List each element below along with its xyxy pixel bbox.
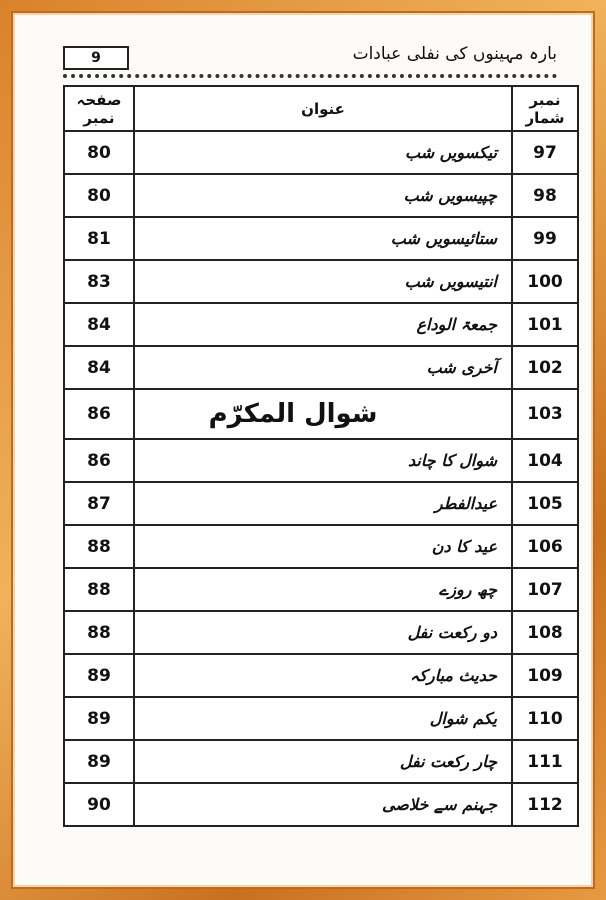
row-page-number: 83 [64,260,134,303]
row-title: عید کا دن [134,525,512,568]
row-title: حدیث مبارکہ [134,654,512,697]
row-page-number: 89 [64,740,134,783]
row-title: تیکسویں شب [134,131,512,174]
row-title: شوال کا چاند [134,439,512,482]
table-row [64,568,578,611]
row-page-number: 84 [64,346,134,389]
dotted-divider [63,74,557,78]
row-title: یکم شوال [134,697,512,740]
section-heading-row [64,389,578,439]
row-title: چپیسویں شب [134,174,512,217]
table-row [64,482,578,525]
contents-rows [64,131,578,826]
row-title: جمعۃ الوداع [134,303,512,346]
row-title: جہنم سے خلاصی [134,783,512,826]
row-title: عیدالفطر [134,482,512,525]
row-serial-number: 100 [512,260,578,303]
row-title: چار رکعت نفل [134,740,512,783]
row-serial-number: 103 [512,389,578,439]
section-title: شوال المکرّم [134,389,512,439]
table-header-row [64,86,578,131]
row-page-number: 87 [64,482,134,525]
table-row [64,697,578,740]
table-row [64,260,578,303]
row-page-number: 81 [64,217,134,260]
table-row [64,174,578,217]
row-page-number: 80 [64,131,134,174]
contents-table [63,85,579,827]
row-serial-number: 102 [512,346,578,389]
row-page-number: 80 [64,174,134,217]
row-serial-number: 97 [512,131,578,174]
row-title: ستائیسویں شب [134,217,512,260]
table-row [64,439,578,482]
row-serial-number: 111 [512,740,578,783]
row-serial-number: 101 [512,303,578,346]
row-serial-number: 109 [512,654,578,697]
frame-border [11,11,595,889]
header-serial-number: نمبر شمار [512,86,578,131]
row-page-number: 90 [64,783,134,826]
header-title: عنوان [134,86,512,131]
row-page-number: 86 [64,389,134,439]
table-row [64,303,578,346]
row-page-number: 84 [64,303,134,346]
table-row [64,654,578,697]
row-title: چھ روزے [134,568,512,611]
row-serial-number: 99 [512,217,578,260]
row-serial-number: 112 [512,783,578,826]
row-serial-number: 105 [512,482,578,525]
table-row [64,525,578,568]
page-header [63,43,557,73]
row-serial-number: 104 [512,439,578,482]
row-serial-number: 106 [512,525,578,568]
table-row [64,346,578,389]
row-page-number: 88 [64,611,134,654]
row-page-number: 88 [64,568,134,611]
row-page-number: 86 [64,439,134,482]
row-title: انتیسویں شب [134,260,512,303]
book-page [13,13,593,887]
row-serial-number: 110 [512,697,578,740]
table-row [64,783,578,826]
row-title: آخری شب [134,346,512,389]
row-page-number: 89 [64,697,134,740]
row-title: دو رکعت نفل [134,611,512,654]
row-serial-number: 108 [512,611,578,654]
book-title: بارہ مہینوں کی نفلی عبادات [352,44,557,64]
table-row [64,217,578,260]
header-page-number: صفحہ نمبر [64,86,134,131]
table-row [64,131,578,174]
row-serial-number: 107 [512,568,578,611]
row-page-number: 89 [64,654,134,697]
page-number-box: 9 [63,46,129,70]
row-page-number: 88 [64,525,134,568]
table-row [64,740,578,783]
row-serial-number: 98 [512,174,578,217]
table-row [64,611,578,654]
